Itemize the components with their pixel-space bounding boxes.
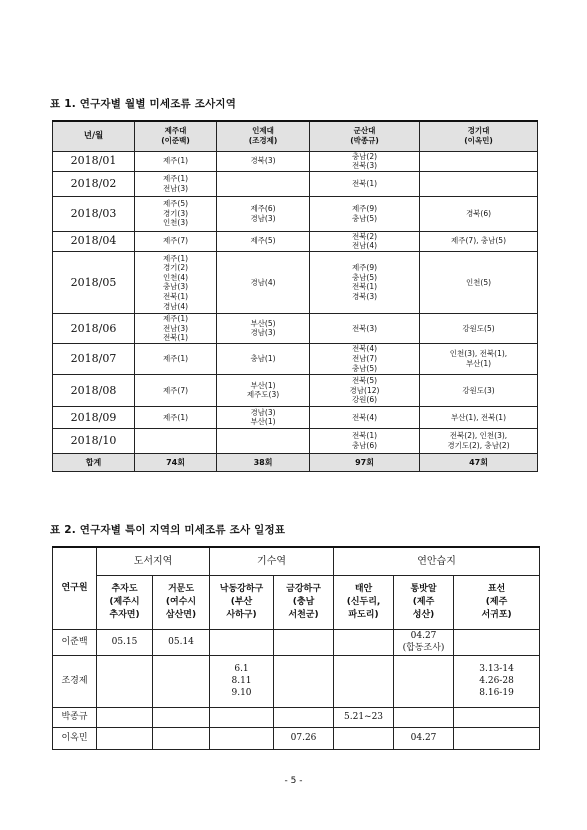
schedule-cell: 5.21~23 bbox=[334, 707, 394, 727]
table-cell: 충남(2) 전북(3) bbox=[310, 151, 420, 171]
schedule-cell bbox=[454, 629, 540, 655]
month-cell: 2018/01 bbox=[53, 151, 135, 171]
subheader-site: 통밧알 (제주 성산) bbox=[394, 575, 454, 629]
header-researcher: 연구원 bbox=[53, 547, 97, 629]
table-cell bbox=[135, 428, 217, 453]
subheader-site: 태안 (신두리, 파도리) bbox=[334, 575, 394, 629]
table-row bbox=[53, 313, 538, 343]
group-coastal-wetland: 연안습지 bbox=[334, 547, 540, 575]
schedule-cell: 04.27 bbox=[394, 727, 454, 749]
schedule-cell: 05.14 bbox=[153, 629, 210, 655]
total-label: 합계 bbox=[53, 453, 135, 471]
table-row bbox=[53, 428, 538, 453]
schedule-cell: 07.26 bbox=[274, 727, 334, 749]
table-cell: 강원도(5) bbox=[420, 313, 538, 343]
schedule-cell bbox=[97, 727, 153, 749]
monthly-survey-table bbox=[52, 120, 538, 472]
subheader-site: 표선 (제주 서귀포) bbox=[454, 575, 540, 629]
table-cell: 제주(1) 전남(3) 전북(1) bbox=[135, 313, 217, 343]
table-cell: 경북(3) bbox=[217, 151, 310, 171]
month-cell: 2018/05 bbox=[53, 251, 135, 313]
table-cell: 제주(9) 충남(5) bbox=[310, 196, 420, 231]
table-cell: 제주(1) bbox=[135, 343, 217, 374]
table-row bbox=[53, 727, 540, 749]
table-row bbox=[53, 196, 538, 231]
header-year-month: 년/월 bbox=[53, 121, 135, 151]
schedule-cell bbox=[274, 629, 334, 655]
special-area-schedule-table bbox=[52, 546, 540, 750]
schedule-cell bbox=[274, 707, 334, 727]
table-cell: 부산(1), 전북(1) bbox=[420, 406, 538, 428]
schedule-cell bbox=[210, 707, 274, 727]
table-cell: 전북(5) 경남(12) 강원(6) bbox=[310, 374, 420, 406]
subheader-site: 추자도 (제주시 추자면) bbox=[97, 575, 153, 629]
table-cell: 경남(3) 부산(1) bbox=[217, 406, 310, 428]
table-cell bbox=[217, 428, 310, 453]
schedule-cell bbox=[210, 629, 274, 655]
table-cell: 제주(5) bbox=[217, 231, 310, 251]
table-cell: 전북(4) 전남(7) 충남(5) bbox=[310, 343, 420, 374]
month-cell: 2018/04 bbox=[53, 231, 135, 251]
table-row bbox=[53, 406, 538, 428]
researcher-name: 박종규 bbox=[53, 707, 97, 727]
table-cell bbox=[217, 171, 310, 196]
table-cell: 전북(3) bbox=[310, 313, 420, 343]
table-row bbox=[53, 707, 540, 727]
group-island: 도서지역 bbox=[97, 547, 210, 575]
table-cell: 인천(5) bbox=[420, 251, 538, 313]
table-cell: 제주(7) bbox=[135, 374, 217, 406]
researcher-name: 조경제 bbox=[53, 655, 97, 707]
schedule-cell bbox=[454, 707, 540, 727]
table-cell: 제주(9) 충남(5) 전북(1) 경북(3) bbox=[310, 251, 420, 313]
month-cell: 2018/09 bbox=[53, 406, 135, 428]
table-row bbox=[53, 655, 540, 707]
schedule-cell bbox=[334, 655, 394, 707]
table-cell: 경남(4) bbox=[217, 251, 310, 313]
subheader-site: 거문도 (여수시 삼산면) bbox=[153, 575, 210, 629]
table1-caption: 표 1. 연구자별 월별 미세조류 조사지역 bbox=[50, 98, 237, 110]
month-cell: 2018/03 bbox=[53, 196, 135, 231]
researcher-name: 이옥민 bbox=[53, 727, 97, 749]
schedule-cell: 3.13-14 4.26-28 8.16-19 bbox=[454, 655, 540, 707]
table-cell: 인천(3), 전북(1), 부산(1) bbox=[420, 343, 538, 374]
researcher-name: 이준백 bbox=[53, 629, 97, 655]
table-cell: 제주(1) bbox=[135, 151, 217, 171]
month-cell: 2018/10 bbox=[53, 428, 135, 453]
table-cell: 전북(2), 인천(3), 경기도(2), 충남(2) bbox=[420, 428, 538, 453]
table-row bbox=[53, 629, 540, 655]
schedule-cell bbox=[334, 727, 394, 749]
table-cell: 제주(1) bbox=[135, 406, 217, 428]
schedule-cell bbox=[454, 727, 540, 749]
subheader-site: 금강하구 (충남 서천군) bbox=[274, 575, 334, 629]
schedule-cell bbox=[394, 707, 454, 727]
page-number: - 5 - bbox=[284, 776, 303, 786]
table-row bbox=[53, 171, 538, 196]
month-cell: 2018/02 bbox=[53, 171, 135, 196]
table-cell: 강원도(3) bbox=[420, 374, 538, 406]
table-cell: 제주(5) 경기(3) 인천(3) bbox=[135, 196, 217, 231]
schedule-cell bbox=[153, 727, 210, 749]
total-jeju: 74회 bbox=[135, 453, 217, 471]
schedule-cell bbox=[210, 727, 274, 749]
table-cell: 전북(2) 전남(4) bbox=[310, 231, 420, 251]
table-cell: 제주(6) 경남(3) bbox=[217, 196, 310, 231]
group-estuary: 기수역 bbox=[210, 547, 334, 575]
total-kunsan: 97회 bbox=[310, 453, 420, 471]
schedule-cell bbox=[97, 707, 153, 727]
month-cell: 2018/08 bbox=[53, 374, 135, 406]
header-inje-univ: 인제대 (조경제) bbox=[217, 121, 310, 151]
header-kyonggi-univ: 경기대 (이옥민) bbox=[420, 121, 538, 151]
schedule-cell bbox=[97, 655, 153, 707]
table-cell: 부산(1) 제주도(3) bbox=[217, 374, 310, 406]
total-kyonggi: 47회 bbox=[420, 453, 538, 471]
schedule-cell bbox=[153, 707, 210, 727]
total-inje: 38회 bbox=[217, 453, 310, 471]
schedule-cell: 05.15 bbox=[97, 629, 153, 655]
table-cell: 제주(1) 전남(3) bbox=[135, 171, 217, 196]
table-cell bbox=[420, 151, 538, 171]
table-cell: 전북(1) 충남(6) bbox=[310, 428, 420, 453]
table-cell: 충남(1) bbox=[217, 343, 310, 374]
header-kunsan-univ: 군산대 (박종규) bbox=[310, 121, 420, 151]
table-cell: 경북(6) bbox=[420, 196, 538, 231]
table-cell: 부산(5) 경남(3) bbox=[217, 313, 310, 343]
subheader-site: 낙동강하구 (부산 사하구) bbox=[210, 575, 274, 629]
header-jeju-univ: 제주대 (이준백) bbox=[135, 121, 217, 151]
table-cell: 전북(1) bbox=[310, 171, 420, 196]
schedule-cell bbox=[394, 655, 454, 707]
table-row bbox=[53, 231, 538, 251]
table-row bbox=[53, 343, 538, 374]
schedule-cell: 6.1 8.11 9.10 bbox=[210, 655, 274, 707]
schedule-cell: 04.27 (합동조사) bbox=[394, 629, 454, 655]
schedule-cell bbox=[334, 629, 394, 655]
month-cell: 2018/06 bbox=[53, 313, 135, 343]
table-row bbox=[53, 251, 538, 313]
schedule-cell bbox=[153, 655, 210, 707]
table-cell: 제주(7), 충남(5) bbox=[420, 231, 538, 251]
table-row bbox=[53, 151, 538, 171]
table-row bbox=[53, 374, 538, 406]
table-cell: 제주(7) bbox=[135, 231, 217, 251]
table-cell bbox=[420, 171, 538, 196]
month-cell: 2018/07 bbox=[53, 343, 135, 374]
table-cell: 제주(1) 경기(2) 인천(4) 충남(3) 전북(1) 경남(4) bbox=[135, 251, 217, 313]
schedule-cell bbox=[274, 655, 334, 707]
table-cell: 전북(4) bbox=[310, 406, 420, 428]
table2-caption: 표 2. 연구자별 특이 지역의 미세조류 조사 일정표 bbox=[50, 524, 286, 536]
